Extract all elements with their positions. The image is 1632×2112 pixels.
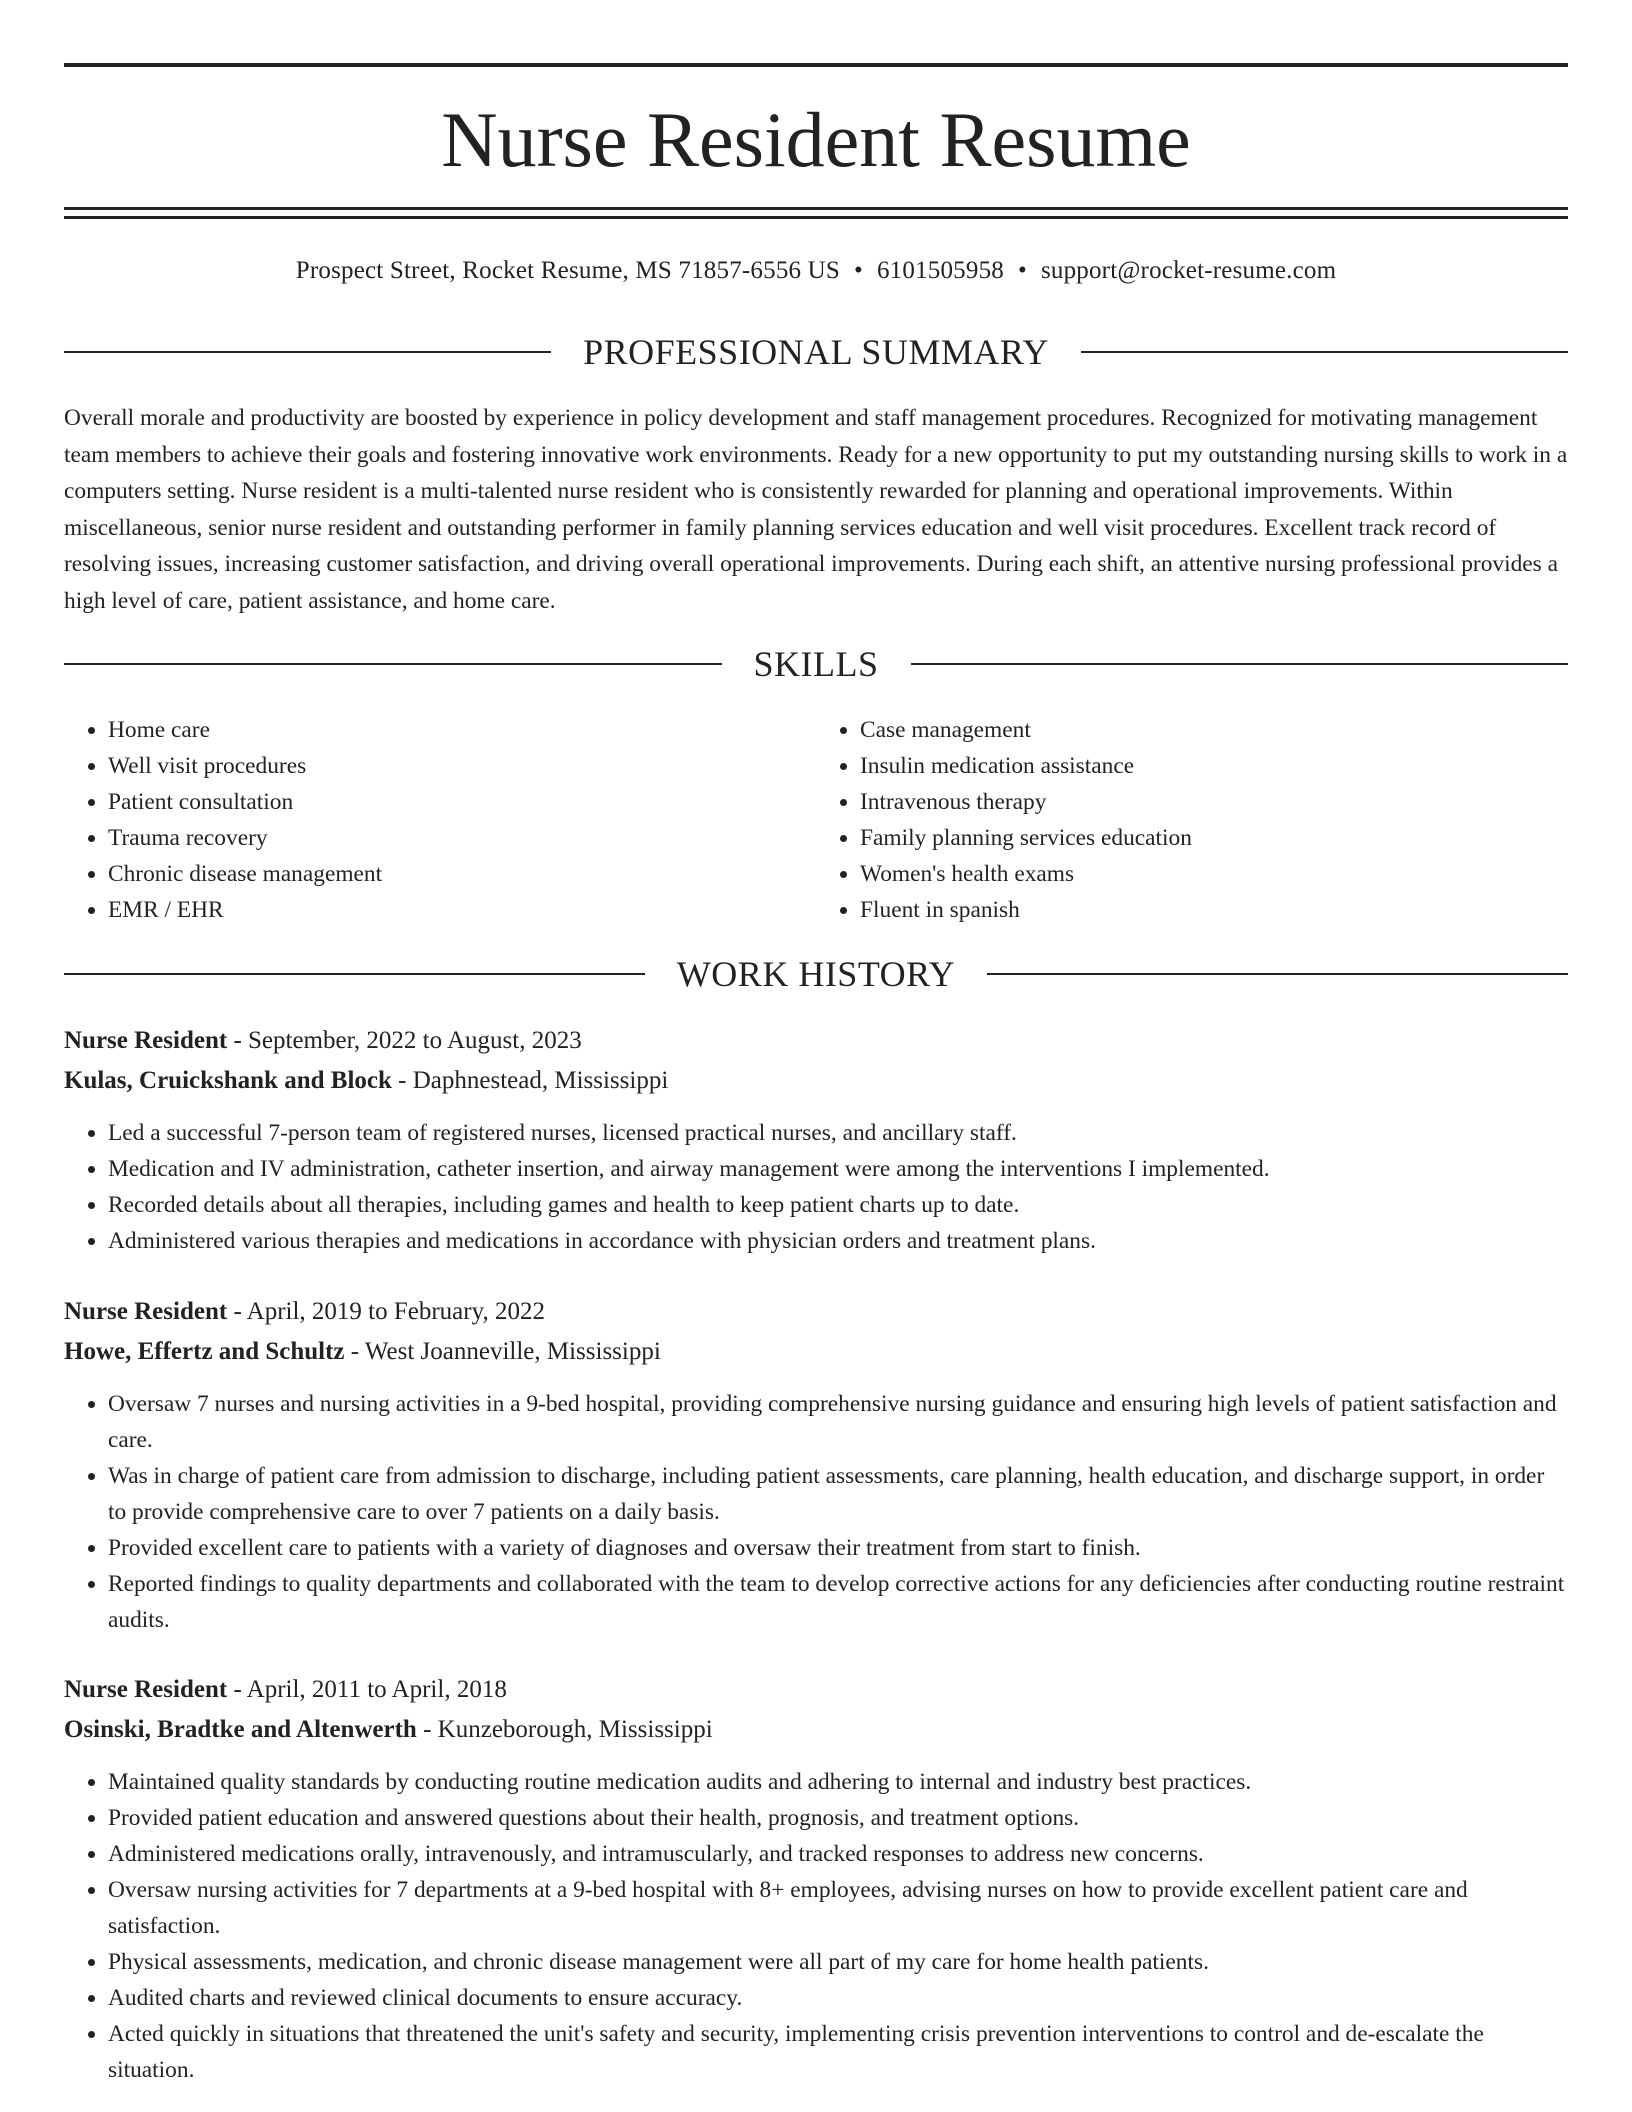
job-bullets	[64, 1764, 1568, 2088]
section-divider-left	[64, 351, 551, 353]
skills-heading: SKILLS	[753, 644, 879, 684]
job-entry-3	[64, 1670, 1568, 2088]
job-dates: - April, 2011 to April, 2018	[227, 1676, 507, 1703]
top-divider	[64, 63, 1568, 67]
section-divider-left	[64, 973, 645, 975]
job-bullet: • Administered various therapies and medications in accordance with physician orders and treatment plans.	[108, 1223, 1568, 1259]
skill-item: • Insulin medication assistance	[860, 748, 1568, 784]
section-divider-right	[911, 663, 1569, 665]
summary-section-header	[64, 330, 1568, 374]
skills-list	[64, 712, 1568, 928]
job-bullet: • Maintained quality standards by conducting routine medication audits and adhering to internal and industry best practices.	[108, 1764, 1568, 1800]
job-bullet: • Led a successful 7-person team of registered nurses, licensed practical nurses, and ancillary staff.	[108, 1115, 1568, 1151]
job-bullet: • Was in charge of patient care from admission to discharge, including patient assessments, care planning, health education, and discharge support, in order to provide comprehensive care to over 7 patients on a daily basis.	[108, 1458, 1568, 1530]
job-title-line	[64, 1292, 1568, 1332]
job-bullet: • Audited charts and reviewed clinical documents to ensure accuracy.	[108, 1980, 1568, 2016]
job-company-line	[64, 1332, 1568, 1372]
skill-item: • Patient consultation	[108, 784, 816, 820]
skill-item: • Trauma recovery	[108, 820, 816, 856]
job-bullets	[64, 1386, 1568, 1638]
job-company: Kulas, Cruickshank and Block	[64, 1067, 392, 1094]
job-location: - Kunzeborough, Mississippi	[416, 1716, 713, 1743]
section-divider-right	[987, 973, 1568, 975]
contact-address: Prospect Street, Rocket Resume, MS 71857-6556 US	[295, 257, 841, 284]
skill-item: • EMR / EHR	[108, 892, 816, 928]
skill-item: • Women's health exams	[860, 856, 1568, 892]
skill-item: • Home care	[108, 712, 816, 748]
job-bullet: • Oversaw 7 nurses and nursing activities in a 9-bed hospital, providing comprehensive nursing guidance and ensuring high levels of patient satisfaction and care.	[108, 1386, 1568, 1458]
skills-column-left	[64, 712, 816, 928]
resume-title: Nurse Resident Resume	[441, 96, 1191, 183]
job-entry-2	[64, 1292, 1568, 1638]
job-title-line	[64, 1670, 1568, 1710]
job-bullet: • Recorded details about all therapies, including games and health to keep patient charts up to date.	[108, 1187, 1568, 1223]
job-bullet: • Acted quickly in situations that threatened the unit's safety and security, implementing crisis prevention interventions to control and de-escalate the situation.	[108, 2016, 1568, 2088]
job-bullet: • Provided patient education and answered questions about their health, prognosis, and treatment options.	[108, 1800, 1568, 1836]
work-section-header	[64, 952, 1568, 996]
skill-item: • Family planning services education	[860, 820, 1568, 856]
contact-email: support@rocket-resume.com	[1040, 257, 1337, 284]
job-bullet: • Physical assessments, medication, and chronic disease management were all part of my care for home health patients.	[108, 1944, 1568, 1980]
job-bullet: • Oversaw nursing activities for 7 departments at a 9-bed hospital with 8+ employees, advising nurses on how to provide excellent patient care and satisfaction.	[108, 1872, 1568, 1944]
job-company-line	[64, 1710, 1568, 1750]
contact-separator: •	[854, 257, 863, 284]
job-title-line	[64, 1021, 1568, 1061]
job-location: - West Joanneville, Mississippi	[344, 1338, 661, 1365]
job-entry-1	[64, 1021, 1568, 1259]
job-bullet: • Medication and IV administration, catheter insertion, and airway management were among the interventions I implemented.	[108, 1151, 1568, 1187]
contact-separator: •	[1017, 257, 1027, 284]
job-company: Howe, Effertz and Schultz	[64, 1338, 345, 1365]
skill-item: • Well visit procedures	[108, 748, 816, 784]
job-bullets	[64, 1115, 1568, 1259]
contact-phone: 6101505958	[876, 257, 1004, 284]
job-location: - Daphnestead, Mississippi	[391, 1067, 669, 1094]
skill-item: • Case management	[860, 712, 1568, 748]
job-title: Nurse Resident	[64, 1298, 228, 1325]
job-bullet: • Provided excellent care to patients with a variety of diagnoses and oversaw their treatment from start to finish.	[108, 1530, 1568, 1566]
job-dates: - April, 2019 to February, 2022	[227, 1298, 545, 1325]
job-company-line	[64, 1061, 1568, 1101]
job-title: Nurse Resident	[64, 1027, 228, 1054]
work-heading: WORK HISTORY	[676, 954, 956, 994]
skill-item: • Chronic disease management	[108, 856, 816, 892]
skills-column-right	[816, 712, 1568, 928]
job-title: Nurse Resident	[64, 1676, 228, 1703]
job-dates: - September, 2022 to August, 2023	[227, 1027, 582, 1054]
skill-item: • Fluent in spanish	[860, 892, 1568, 928]
section-divider-right	[1081, 351, 1568, 353]
title-double-divider	[64, 207, 1568, 219]
summary-text: Overall morale and productivity are boosted by experience in policy development and staff management procedures. Recognized for motivating management team members to achieve their goals and fostering innovative work environments. Ready for a new opportunity to put my outstanding nursing skills to work in a computers setting. Nurse resident is a multi-talented nurse resident who is consistently rewarded for planning and operational improvements. Within miscellaneous, senior nurse resident and outstanding performer in family planning services education and well visit procedures. Excellent track record of resolving issues, increasing customer satisfaction, and driving overall operational improvements. During each shift, an attentive nursing professional provides a high level of care, patient assistance, and home care.	[64, 405, 1568, 614]
skills-section-header	[64, 642, 1568, 686]
section-divider-left	[64, 663, 722, 665]
skill-item: • Intravenous therapy	[860, 784, 1568, 820]
job-bullet: • Administered medications orally, intravenously, and intramuscularly, and tracked responses to address new concerns.	[108, 1836, 1568, 1872]
job-company: Osinski, Bradtke and Altenwerth	[64, 1716, 417, 1743]
summary-heading: PROFESSIONAL SUMMARY	[583, 332, 1049, 372]
contact-line	[64, 254, 1568, 288]
job-bullet: • Reported findings to quality departments and collaborated with the team to develop corrective actions for any deficiencies after conducting routine restraint audits.	[108, 1566, 1568, 1638]
